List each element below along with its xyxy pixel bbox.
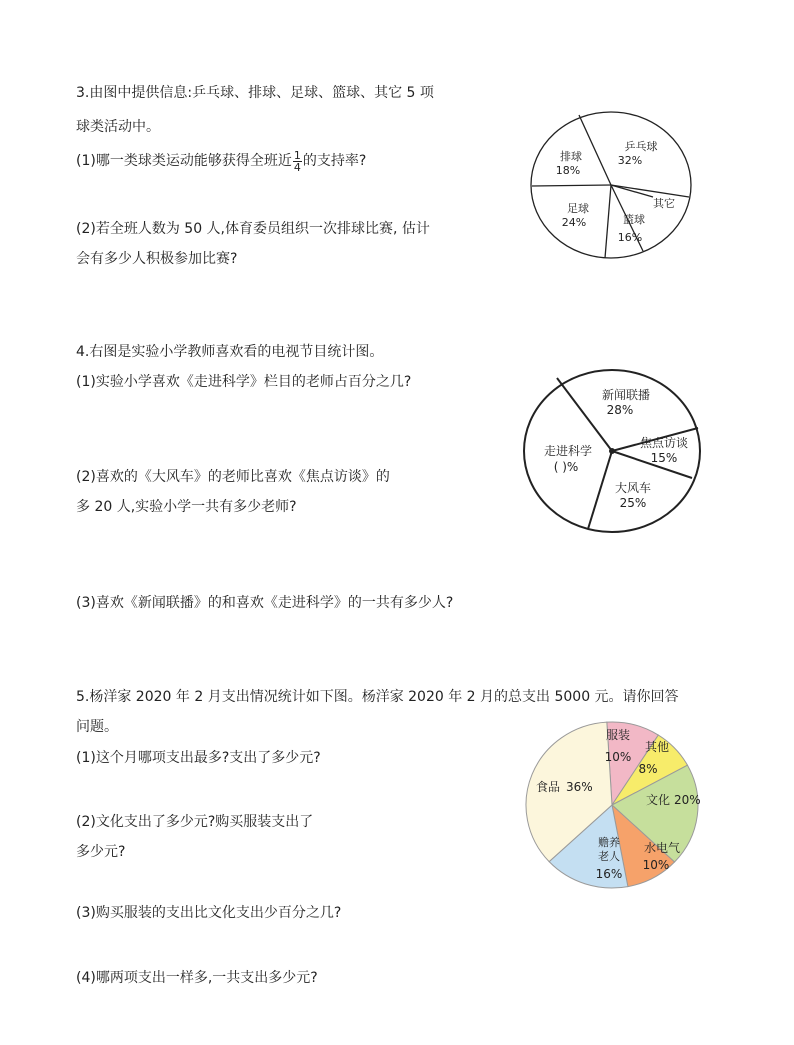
q5-title-line2: 问题。	[76, 719, 118, 735]
q3-title-cont: 球类活动中。	[76, 119, 160, 135]
q4-label-dafengche-pct: 25%	[619, 496, 647, 510]
q4-label-dafengche: 大风车	[614, 481, 652, 495]
q3-part1-post: 的支持率?	[302, 153, 367, 169]
q4-part2-line1: (2)喜欢的《大风车》的老师比喜欢《焦点访谈》的	[76, 469, 390, 485]
q3-part1-pre: (1)哪一类球类运动能够获得全班近	[76, 153, 292, 169]
q3-label-zuqiu-pct: 24%	[561, 216, 587, 229]
q3-label-paiqiu: 排球	[560, 150, 582, 163]
q3-part1	[76, 148, 366, 174]
q5-label-wenhua-pct: 20%	[674, 793, 701, 807]
q5-label-shanyang: 赡养老人	[598, 836, 620, 863]
q5-pie-chart	[524, 719, 704, 889]
q5-label-fuzhuang-pct: 10%	[604, 750, 632, 764]
q4-label-xinwen: 新闻联播	[601, 388, 651, 402]
q5-title-line1: 5.杨洋家 2020 年 2 月支出情况统计如下图。杨洋家 2020 年 2 月的总支出 5000 元。请你回答	[76, 689, 679, 705]
q4-pie-center-dot	[609, 448, 615, 454]
q5-label-shipin: 食品	[536, 780, 561, 794]
q3-title: 3.由图中提供信息:乒乓球、排球、足球、篮球、其它 5 项	[76, 85, 434, 101]
q5-label-shanyang-pct: 16%	[595, 867, 623, 881]
q4-label-zoujin-pct: ( )%	[553, 460, 579, 474]
q4-label-jiaodian: 焦点访谈	[639, 436, 689, 450]
q3-label-pingpong: 乒乓球	[624, 140, 658, 153]
q4-label-xinwen-pct: 28%	[606, 403, 634, 417]
q5-label-fuzhuang: 服装	[605, 728, 631, 742]
fraction-one-quarter: $\frac{1}{4}$	[293, 148, 301, 174]
q5-part4: (4)哪两项支出一样多,一共支出多少元?	[76, 970, 318, 986]
q5-label-wenhua: 文化	[646, 793, 671, 807]
q5-part3: (3)购买服装的支出比文化支出少百分之几?	[76, 905, 342, 921]
q5-label-shipin-pct: 36%	[566, 780, 593, 794]
q5-label-shuidianqi-pct: 10%	[642, 858, 670, 872]
q3-label-zuqiu: 足球	[567, 202, 589, 215]
q5-part2-line2: 多少元?	[76, 844, 126, 860]
q3-part2-line1: (2)若全班人数为 50 人,体育委员组织一次排球比赛, 估计	[76, 221, 430, 237]
q4-pie-chart	[522, 368, 704, 534]
q3-pie-chart	[530, 111, 692, 259]
q3-label-paiqiu-pct: 18%	[555, 164, 581, 177]
q5-label-qita: 其他	[644, 740, 670, 754]
q3-label-lanqiu: 篮球	[623, 213, 645, 226]
q3-label-pingpong-pct: 32%	[617, 154, 643, 167]
q5-part1: (1)这个月哪项支出最多?支出了多少元?	[76, 750, 321, 766]
q3-label-qita: 其它	[653, 197, 675, 210]
q5-label-qita-pct: 8%	[638, 762, 658, 776]
q5-part2-line1: (2)文化支出了多少元?购买服装支出了	[76, 814, 314, 830]
q4-part1: (1)实验小学喜欢《走进科学》栏目的老师占百分之几?	[76, 374, 412, 390]
q4-part3: (3)喜欢《新闻联播》的和喜欢《走进科学》的一共有多少人?	[76, 595, 454, 611]
q4-title: 4.右图是实验小学教师喜欢看的电视节目统计图。	[76, 344, 384, 360]
q3-label-lanqiu-pct: 16%	[617, 231, 643, 244]
q3-part2-line2: 会有多少人积极参加比赛?	[76, 251, 238, 267]
q4-part2-line2: 多 20 人,实验小学一共有多少老师?	[76, 499, 297, 515]
q4-label-jiaodian-pct: 15%	[650, 451, 678, 465]
q5-label-shuidianqi: 水电气	[643, 841, 681, 855]
q5-pie-sectors	[526, 722, 698, 888]
q4-label-zoujin: 走进科学	[543, 444, 593, 458]
